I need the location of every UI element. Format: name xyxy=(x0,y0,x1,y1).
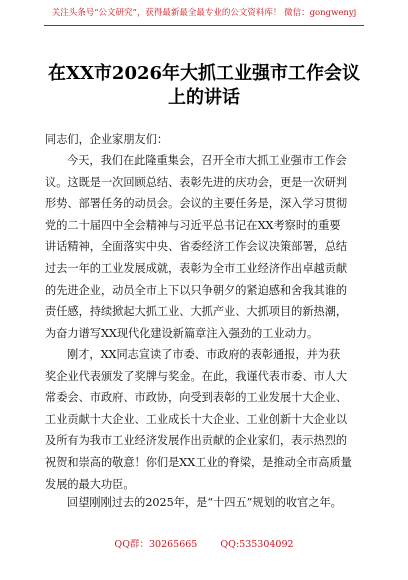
footer-qq: QQ:535304092 xyxy=(220,539,294,550)
paragraph-line: 过去一年的工业发展成就，表彰为全市工业经济作出卓越贡献 xyxy=(45,261,348,275)
paragraph-line: 议。这既是一次回顾总结、表彰先进的庆功会，更是一次研判 xyxy=(45,175,348,189)
footer-qq-group: QQ群：30265665 xyxy=(114,539,198,550)
paragraph-line: 工业贡献十大企业、工业成长十大企业、工业创新十大企业以 xyxy=(45,412,348,426)
title-line: 在XX市2026年大抓工业强市工作会议 xyxy=(47,63,361,84)
paragraph-line: 形势、部署任务的动员会。会议的主要任务是，深入学习贯彻 xyxy=(45,197,348,211)
paragraph-line: 奖企业代表颁发了奖牌与奖金。在此，我谨代表市委、市人大 xyxy=(45,369,348,383)
paragraph-line: 祝贺和崇高的敬意！你们是XX工业的脊梁，是推动全市高质量 xyxy=(45,455,352,469)
paragraph-line: 今天，我们在此隆重集会，召开全市大抓工业强市工作会 xyxy=(67,154,347,167)
header-banner: 关注头条号“公文研究”，获得最新最全最专业的公文资料库！ 微信：gongwenyj xyxy=(51,8,357,18)
paragraph-line: 回望刚刚过去的2025年，是“十四五”规划的收官之年。 xyxy=(67,496,342,509)
paragraph-commendation xyxy=(45,344,367,495)
paragraph-line: 及所有为我市工业经济发展作出贡献的企业家们，表示热烈的 xyxy=(45,434,348,448)
paragraph-line: 常委会、市政府、市政协，向受到表彰的工业发展十大企业、 xyxy=(45,391,348,405)
paragraph-line: 发展的最大功臣。 xyxy=(45,477,135,491)
title-line: 上的讲话 xyxy=(168,87,240,108)
paragraph-line: 的先进企业，动员全市上下以只争朝夕的紧迫感和舍我其谁的 xyxy=(45,283,348,297)
paragraph-line: 党的二十届四中全会精神与习近平总书记在XX考察时的重要 xyxy=(45,218,341,232)
paragraph-opening xyxy=(45,150,367,344)
paragraph-line: 为奋力谱写XX现代化建设新篇章注入强劲的工业动力。 xyxy=(45,326,319,340)
header-divider xyxy=(44,25,364,26)
document-title xyxy=(40,62,368,110)
salutation: 同志们，企业家朋友们： xyxy=(45,133,169,146)
paragraph-line: 讲话精神，全面落实中央、省委经济工作会议决策部署，总结 xyxy=(45,240,348,254)
footer-contacts xyxy=(0,536,408,550)
paragraph-review xyxy=(45,492,367,514)
paragraph-line: 责任感，持续掀起大抓工业、大抓产业、大抓项目的新热潮， xyxy=(45,305,348,319)
paragraph-line: 刚才，XX同志宣读了市委、市政府的表彰通报，并为获 xyxy=(67,348,341,361)
